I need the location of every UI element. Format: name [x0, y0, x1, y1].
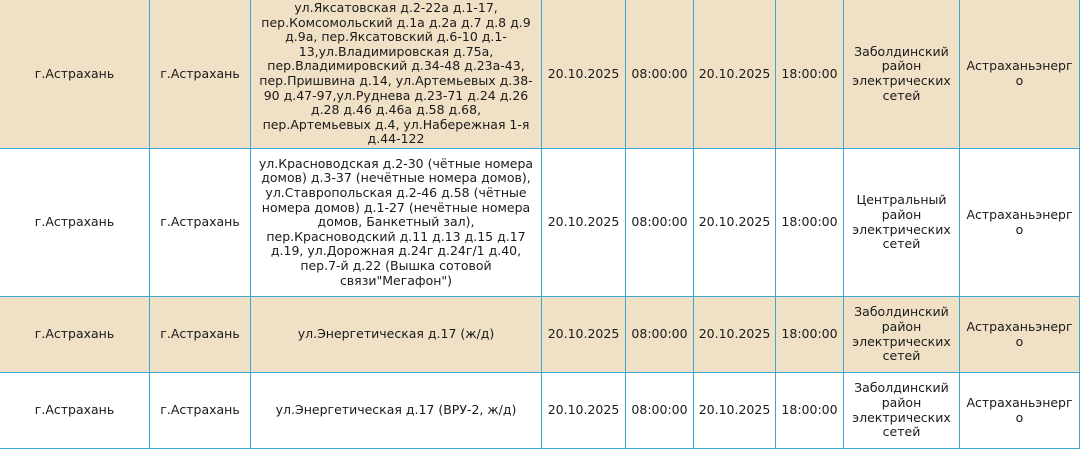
end-time-cell: 18:00:00	[776, 297, 844, 373]
company-cell: Астраханьэнерго	[960, 0, 1080, 149]
locality-cell: г.Астрахань	[0, 373, 150, 449]
district-cell: Заболдинский район электрических сетей	[844, 0, 960, 149]
start-date-cell: 20.10.2025	[542, 373, 626, 449]
district-cell: Заболдинский район электрических сетей	[844, 297, 960, 373]
settlement-cell: г.Астрахань	[150, 297, 251, 373]
settlement-cell: г.Астрахань	[150, 0, 251, 149]
start-date-cell: 20.10.2025	[542, 297, 626, 373]
start-date-cell: 20.10.2025	[542, 0, 626, 149]
addresses-cell: ул.Яксатовская д.2-22а д.1-17, пер.Комсомольский д.1а д.2а д.7 д.8 д.9 д.9а, пер.Яксатовский д.6-10 д.1-13,ул.Владимировская д.75а, пер.Владимировский д.34-48 д.23а-43, пер.Пришвина д.14, ул.Артемьевых д.38-90 д.47-97,ул.Руднева д.23-71 д.24 д.26 д.28 д.46 д.46а д.58 д.68, пер.Артемьевых д.4, ул.Набережная 1-я д.44-122	[251, 0, 542, 149]
company-cell: Астраханьэнерго	[960, 373, 1080, 449]
table-row	[0, 149, 1080, 297]
addresses-cell: ул.Красноводская д.2-30 (чётные номера домов) д.3-37 (нечётные номера домов), ул.Ставропольская д.2-46 д.58 (чётные номера домов) д.1-27 (нечётные номера домов, Банкетный зал), пер.Красноводский д.11 д.13 д.15 д.17 д.19, ул.Дорожная д.24г д.24г/1 д.40, пер.7-й д.22 (Вышка сотовой связи"Мегафон")	[251, 149, 542, 297]
company-cell: Астраханьэнерго	[960, 149, 1080, 297]
start-time-cell: 08:00:00	[626, 297, 694, 373]
end-time-cell: 18:00:00	[776, 373, 844, 449]
end-date-cell: 20.10.2025	[694, 297, 776, 373]
end-time-cell: 18:00:00	[776, 0, 844, 149]
end-date-cell: 20.10.2025	[694, 373, 776, 449]
table-row	[0, 373, 1080, 449]
end-date-cell: 20.10.2025	[694, 149, 776, 297]
locality-cell: г.Астрахань	[0, 149, 150, 297]
start-time-cell: 08:00:00	[626, 0, 694, 149]
end-date-cell: 20.10.2025	[694, 0, 776, 149]
locality-cell: г.Астрахань	[0, 0, 150, 149]
start-time-cell: 08:00:00	[626, 373, 694, 449]
locality-cell: г.Астрахань	[0, 297, 150, 373]
table-row	[0, 0, 1080, 149]
district-cell: Заболдинский район электрических сетей	[844, 373, 960, 449]
settlement-cell: г.Астрахань	[150, 149, 251, 297]
addresses-cell: ул.Энергетическая д.17 (ВРУ-2, ж/д)	[251, 373, 542, 449]
settlement-cell: г.Астрахань	[150, 373, 251, 449]
start-date-cell: 20.10.2025	[542, 149, 626, 297]
table-row	[0, 297, 1080, 373]
company-cell: Астраханьэнерго	[960, 297, 1080, 373]
addresses-cell: ул.Энергетическая д.17 (ж/д)	[251, 297, 542, 373]
district-cell: Центральный район электрических сетей	[844, 149, 960, 297]
end-time-cell: 18:00:00	[776, 149, 844, 297]
start-time-cell: 08:00:00	[626, 149, 694, 297]
